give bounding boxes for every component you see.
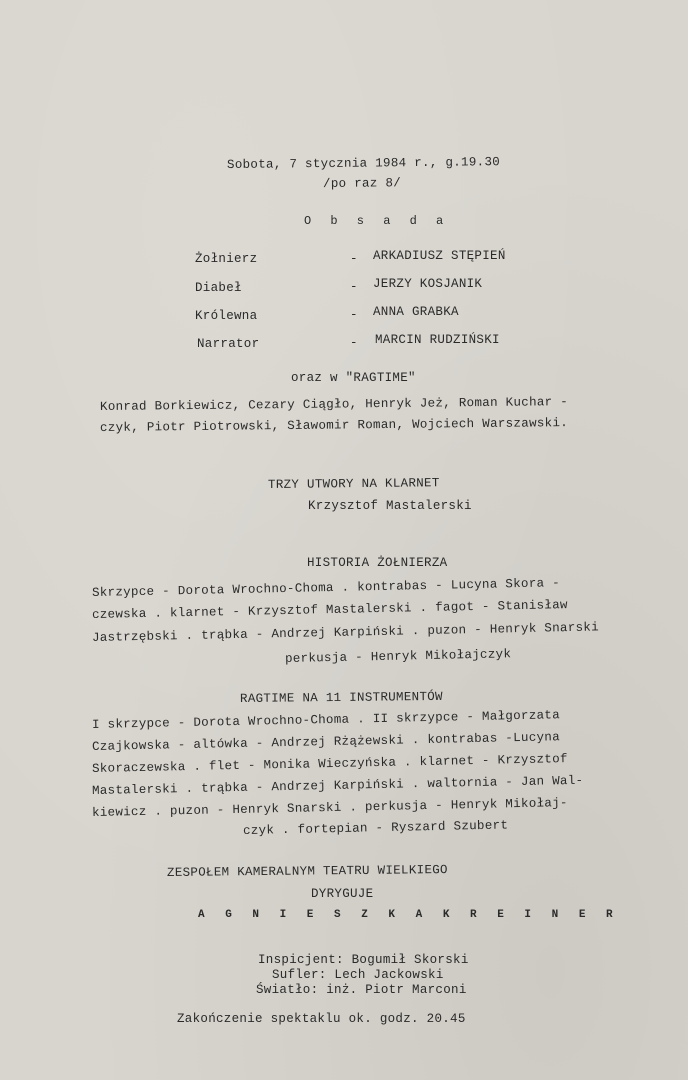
actor-name: ARKADIUSZ STĘPIEŃ [373, 249, 506, 263]
staff-line: Światło: inż. Piotr Marconi [256, 983, 467, 997]
end-note: Zakończenie spektaklu ok. godz. 20.45 [177, 1012, 466, 1026]
role-label: Narrator [197, 337, 260, 351]
actor-name: JERZY KOSJANIK [373, 277, 483, 291]
ensemble-conducts: DYRYGUJE [311, 887, 374, 901]
ragtime-cast-line: Konrad Borkiewicz, Cezary Ciągło, Henryk Jeż, Roman Kuchar - [99, 395, 569, 414]
date-line: Sobota, 7 stycznia 1984 r., g.19.30 [226, 155, 501, 172]
cast-heading: O b s a d a [304, 214, 450, 228]
history-line: perkusja - Henryk Mikołajczyk [284, 647, 512, 666]
ensemble-line: ZESPOŁEM KAMERALNYM TEATRU WIELKIEGO [166, 863, 448, 880]
role-label: Królewna [195, 309, 258, 323]
ragtime-cast-line: czyk, Piotr Piotrowski, Sławomir Roman, Wojciech Warszawski. [99, 416, 569, 435]
ragtime-line: I skrzypce - Dorota Wrochno-Choma . II skrzypce - Małgorzata [91, 708, 561, 732]
role-label: Diabeł [195, 281, 242, 295]
dash: - [350, 280, 358, 294]
dash: - [350, 308, 358, 322]
history-line: Skrzypce - Dorota Wrochno-Choma . kontrabas - Lucyna Skora - [91, 576, 561, 600]
actor-name: MARCIN RUDZIŃSKI [375, 333, 500, 347]
dash: - [350, 252, 358, 266]
history-title: HISTORIA ŻOŁNIERZA [307, 556, 448, 570]
dash: - [350, 336, 358, 350]
conductor-name: A G N I E S Z K A K R E I N E R [198, 909, 620, 921]
ragtime-line: Skoraczewska . flet - Monika Wieczyńska . klarnet - Krzysztof [91, 752, 568, 776]
ragtime-line: Mastalerski . trąbka - Andrzej Karpiński . waltornia - Jan Wal- [91, 773, 584, 798]
history-line: Jastrzębski . trąbka - Andrzej Karpiński . puzon - Henryk Snarski [91, 620, 600, 645]
history-line: czewska . klarnet - Krzysztof Mastalerski . fagot - Stanisław [91, 598, 568, 622]
actor-name: ANNA GRABKA [373, 305, 459, 319]
ragtime-line: kiewicz . puzon - Henryk Snarski . perkusja - Henryk Mikołaj- [91, 796, 568, 820]
staff-line: Sufler: Lech Jackowski [272, 968, 444, 982]
ragtime-title: RAGTIME NA 11 INSTRUMENTÓW [239, 689, 443, 706]
ragtime-cast-heading: oraz w "RAGTIME" [291, 371, 416, 385]
staff-line: Inspicjent: Bogumił Skorski [258, 953, 469, 967]
ragtime-line: czyk . fortepian - Ryszard Szubert [242, 818, 509, 838]
ragtime-line: Czajkowska - altówka - Andrzej Rżążewski . kontrabas -Lucyna [91, 730, 561, 754]
clarinet-title: TRZY UTWORY NA KLARNET [267, 476, 440, 492]
role-label: Żołnierz [195, 252, 258, 266]
performance-number: /po raz 8/ [322, 176, 402, 191]
clarinet-performer: Krzysztof Mastalerski [308, 499, 472, 513]
